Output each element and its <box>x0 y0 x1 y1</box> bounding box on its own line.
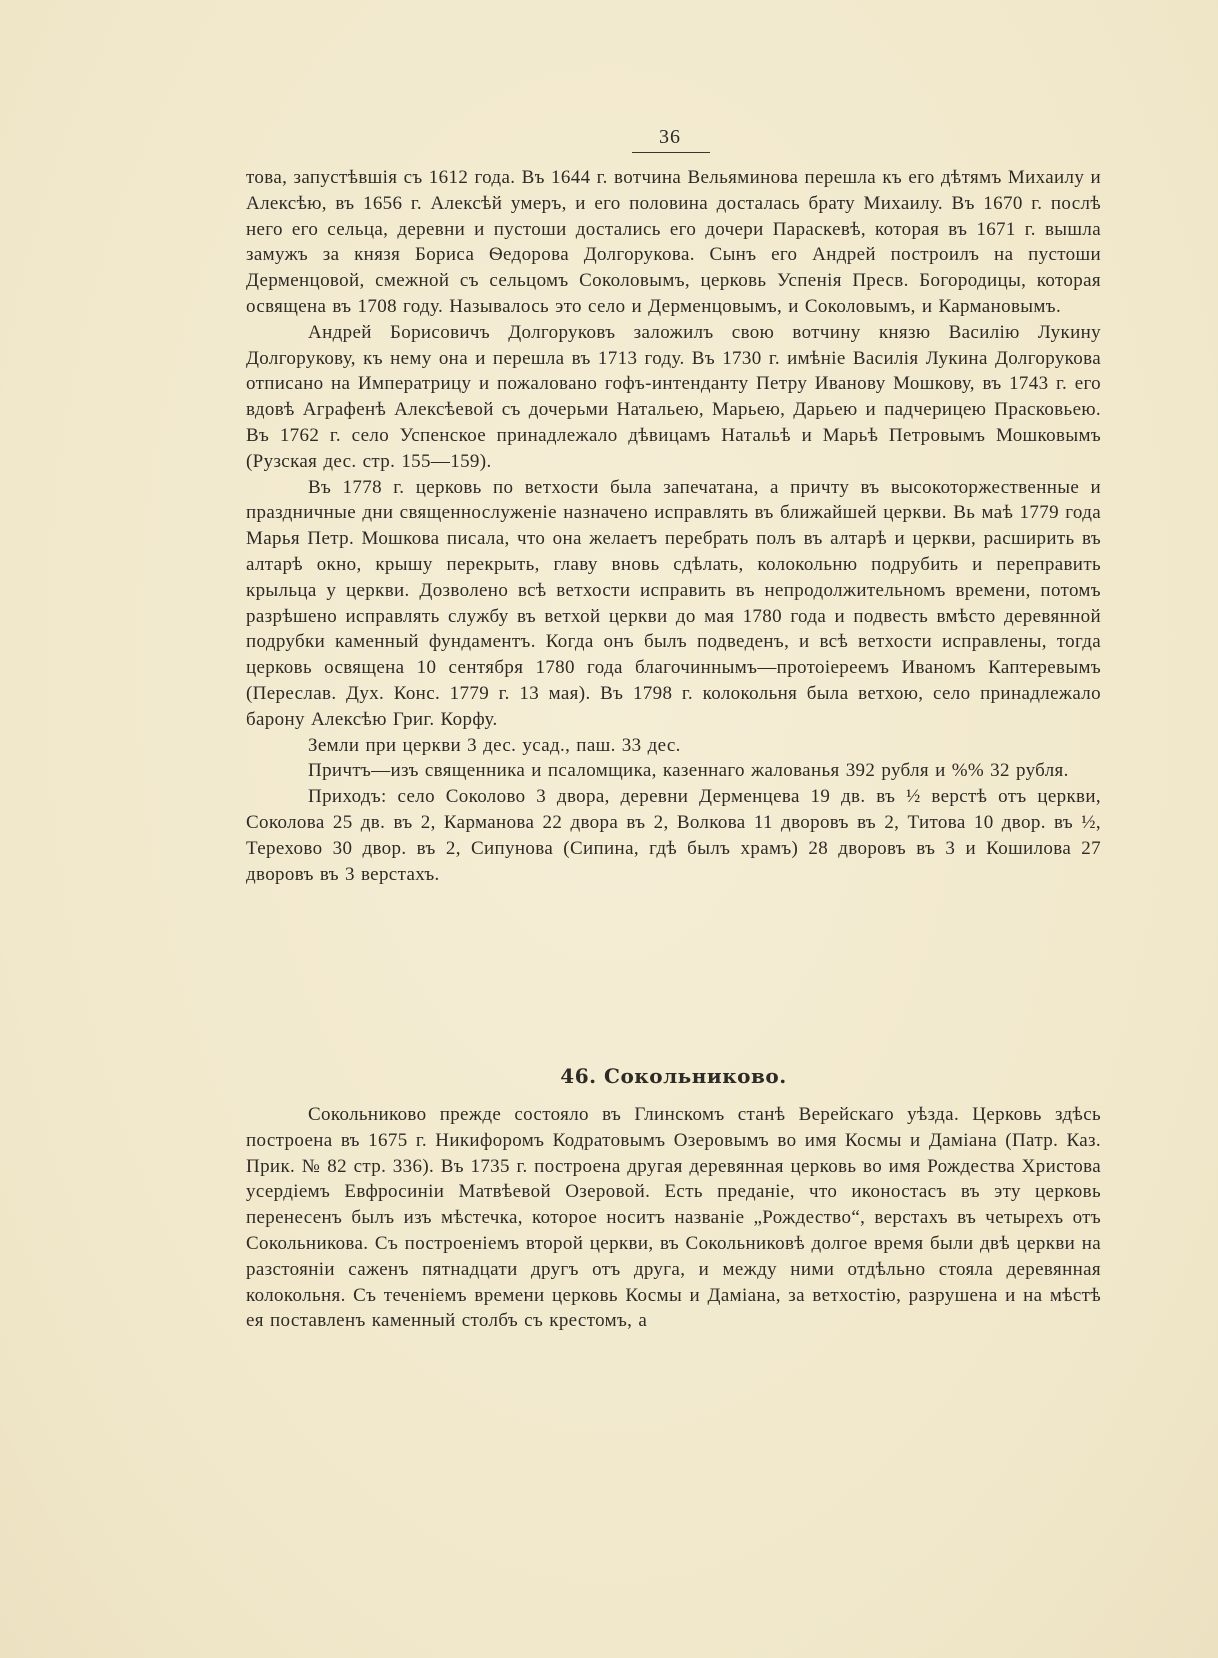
page-number-rule <box>632 152 710 153</box>
paragraph: това, запустѣвшія съ 1612 года. Въ 1644 г. вотчина Вельяминова перешла къ его дѣтямъ Михаилу и Алексѣю, въ 1656 г. Алексѣй умеръ, и его половина досталась брату Михаилу. Въ 1670 г. послѣ него его сельца, деревни и пустоши достались его дочери Параскевѣ, которая въ 1671 г. вышла замужъ за князя Бориса Ѳедорова Долгорукова. Сынъ его Андрей построилъ на пустоши Дерменцовой, смежной съ сельцомъ Соколовымъ, церковь Успенія Пресв. Богородицы, которая освящена въ 1708 году. Называлось это село и Дерменцовымъ, и Соколовымъ, и Кармановымъ. <box>246 167 1101 317</box>
paragraph: Въ 1778 г. церковь по ветхости была запечатана, а причту въ высокоторжественные и праздничные дни священнослуженіе назначено исправлять въ ближайшей церкви. Вь маѣ 1779 года Марья Петр. Мошкова писала, что она желаетъ перебрать полъ въ алтарѣ и церкви, расширить въ алтарѣ окно, крышу перекрыть, главу вновь сдѣлать, колокольню подрубить и переправить крыльца у церкви. Дозволено всѣ ветхости исправить въ непродолжительномъ времени, потомъ разрѣшено исправлять службу въ ветхой церкви до мая 1780 года и подвесть вмѣсто деревянной подрубки каменный фундаментъ. Когда онъ былъ подведенъ, и всѣ ветхости исправлены, тогда церковь освящена 10 сентября 1780 года благочиннымъ—протоіереемъ Иваномъ Каптеревымъ (Переслав. Дух. Конс. 1779 г. 13 мая). Въ 1798 г. колокольня была ветхою, село принадлежало барону Алексѣю Григ. Корфу. <box>246 476 1101 730</box>
paragraph: Приходъ: село Соколово 3 двора, деревни Дерменцева 19 дв. въ ½ верстѣ отъ церкви, Соколова 25 дв. въ 2, Карманова 22 двора въ 2, Волкова 11 дворовъ въ 2, Титова 10 двор. въ ½, Терехово 30 двор. въ 2, Сипунова (Сипина, гдѣ былъ храмъ) 28 дворовъ въ 3 и Кошилова 27 дворовъ въ 3 верстахъ. <box>246 786 1101 885</box>
paragraph: Причтъ—изъ священника и псаломщика, казеннаго жалованья 392 рубля и %% 32 рубля. <box>308 760 1069 782</box>
section-heading: 46. Сокольниково. <box>560 1064 787 1088</box>
page-number: 36 <box>659 126 681 148</box>
paragraph: Земли при церкви 3 дес. усад., паш. 33 дес. <box>308 734 681 756</box>
section-continuation <box>246 165 1101 887</box>
section-sokolnikovo <box>246 1102 1101 1334</box>
paragraph: Андрей Борисовичъ Долгоруковъ заложилъ свою вотчину князю Василію Лукину Долгорукову, къ нему она и перешла въ 1713 году. Въ 1730 г. имѣніе Василія Лукина Долгорукова отписано на Императрицу и пожаловано гофъ-интенданту Петру Иванову Мошкову, въ 1743 г. его вдовѣ Аграфенѣ Алексѣевой съ дочерьми Натальею, Марьею, Дарьею и падчерицею Прасковьею. Въ 1762 г. село Успенское принадлежало дѣвицамъ Натальѣ и Марьѣ Петровымъ Мошковымъ (Рузская дес. стр. 155—159). <box>246 321 1101 472</box>
paragraph: Сокольниково прежде состояло въ Глинскомъ станѣ Верейскаго уѣзда. Церковь здѣсь построена въ 1675 г. Никифоромъ Кодратовымъ Озеровымъ во имя Космы и Даміана (Патр. Каз. Прик. № 82 стр. 336). Въ 1735 г. построена другая деревянная церковь во имя Рождества Христова усердіемъ Евфросиніи Матвѣевой Озеровой. Есть преданіе, что иконостасъ въ эту церковь перенесенъ былъ изъ мѣстечка, которое носитъ названіе „Рождество“, верстахъ въ четырехъ отъ Сокольникова. Съ построеніемъ второй церкви, въ Сокольниковѣ долгое время были двѣ церкви на разстояніи саженъ пятнадцати другъ отъ друга, и между ними отдѣльно стояла деревянная колокольня. Съ теченіемъ времени церковь Космы и Даміана, за ветхостію, разрушена и на мѣстѣ ея поставленъ каменный столбъ съ крестомъ, а <box>246 1104 1101 1332</box>
